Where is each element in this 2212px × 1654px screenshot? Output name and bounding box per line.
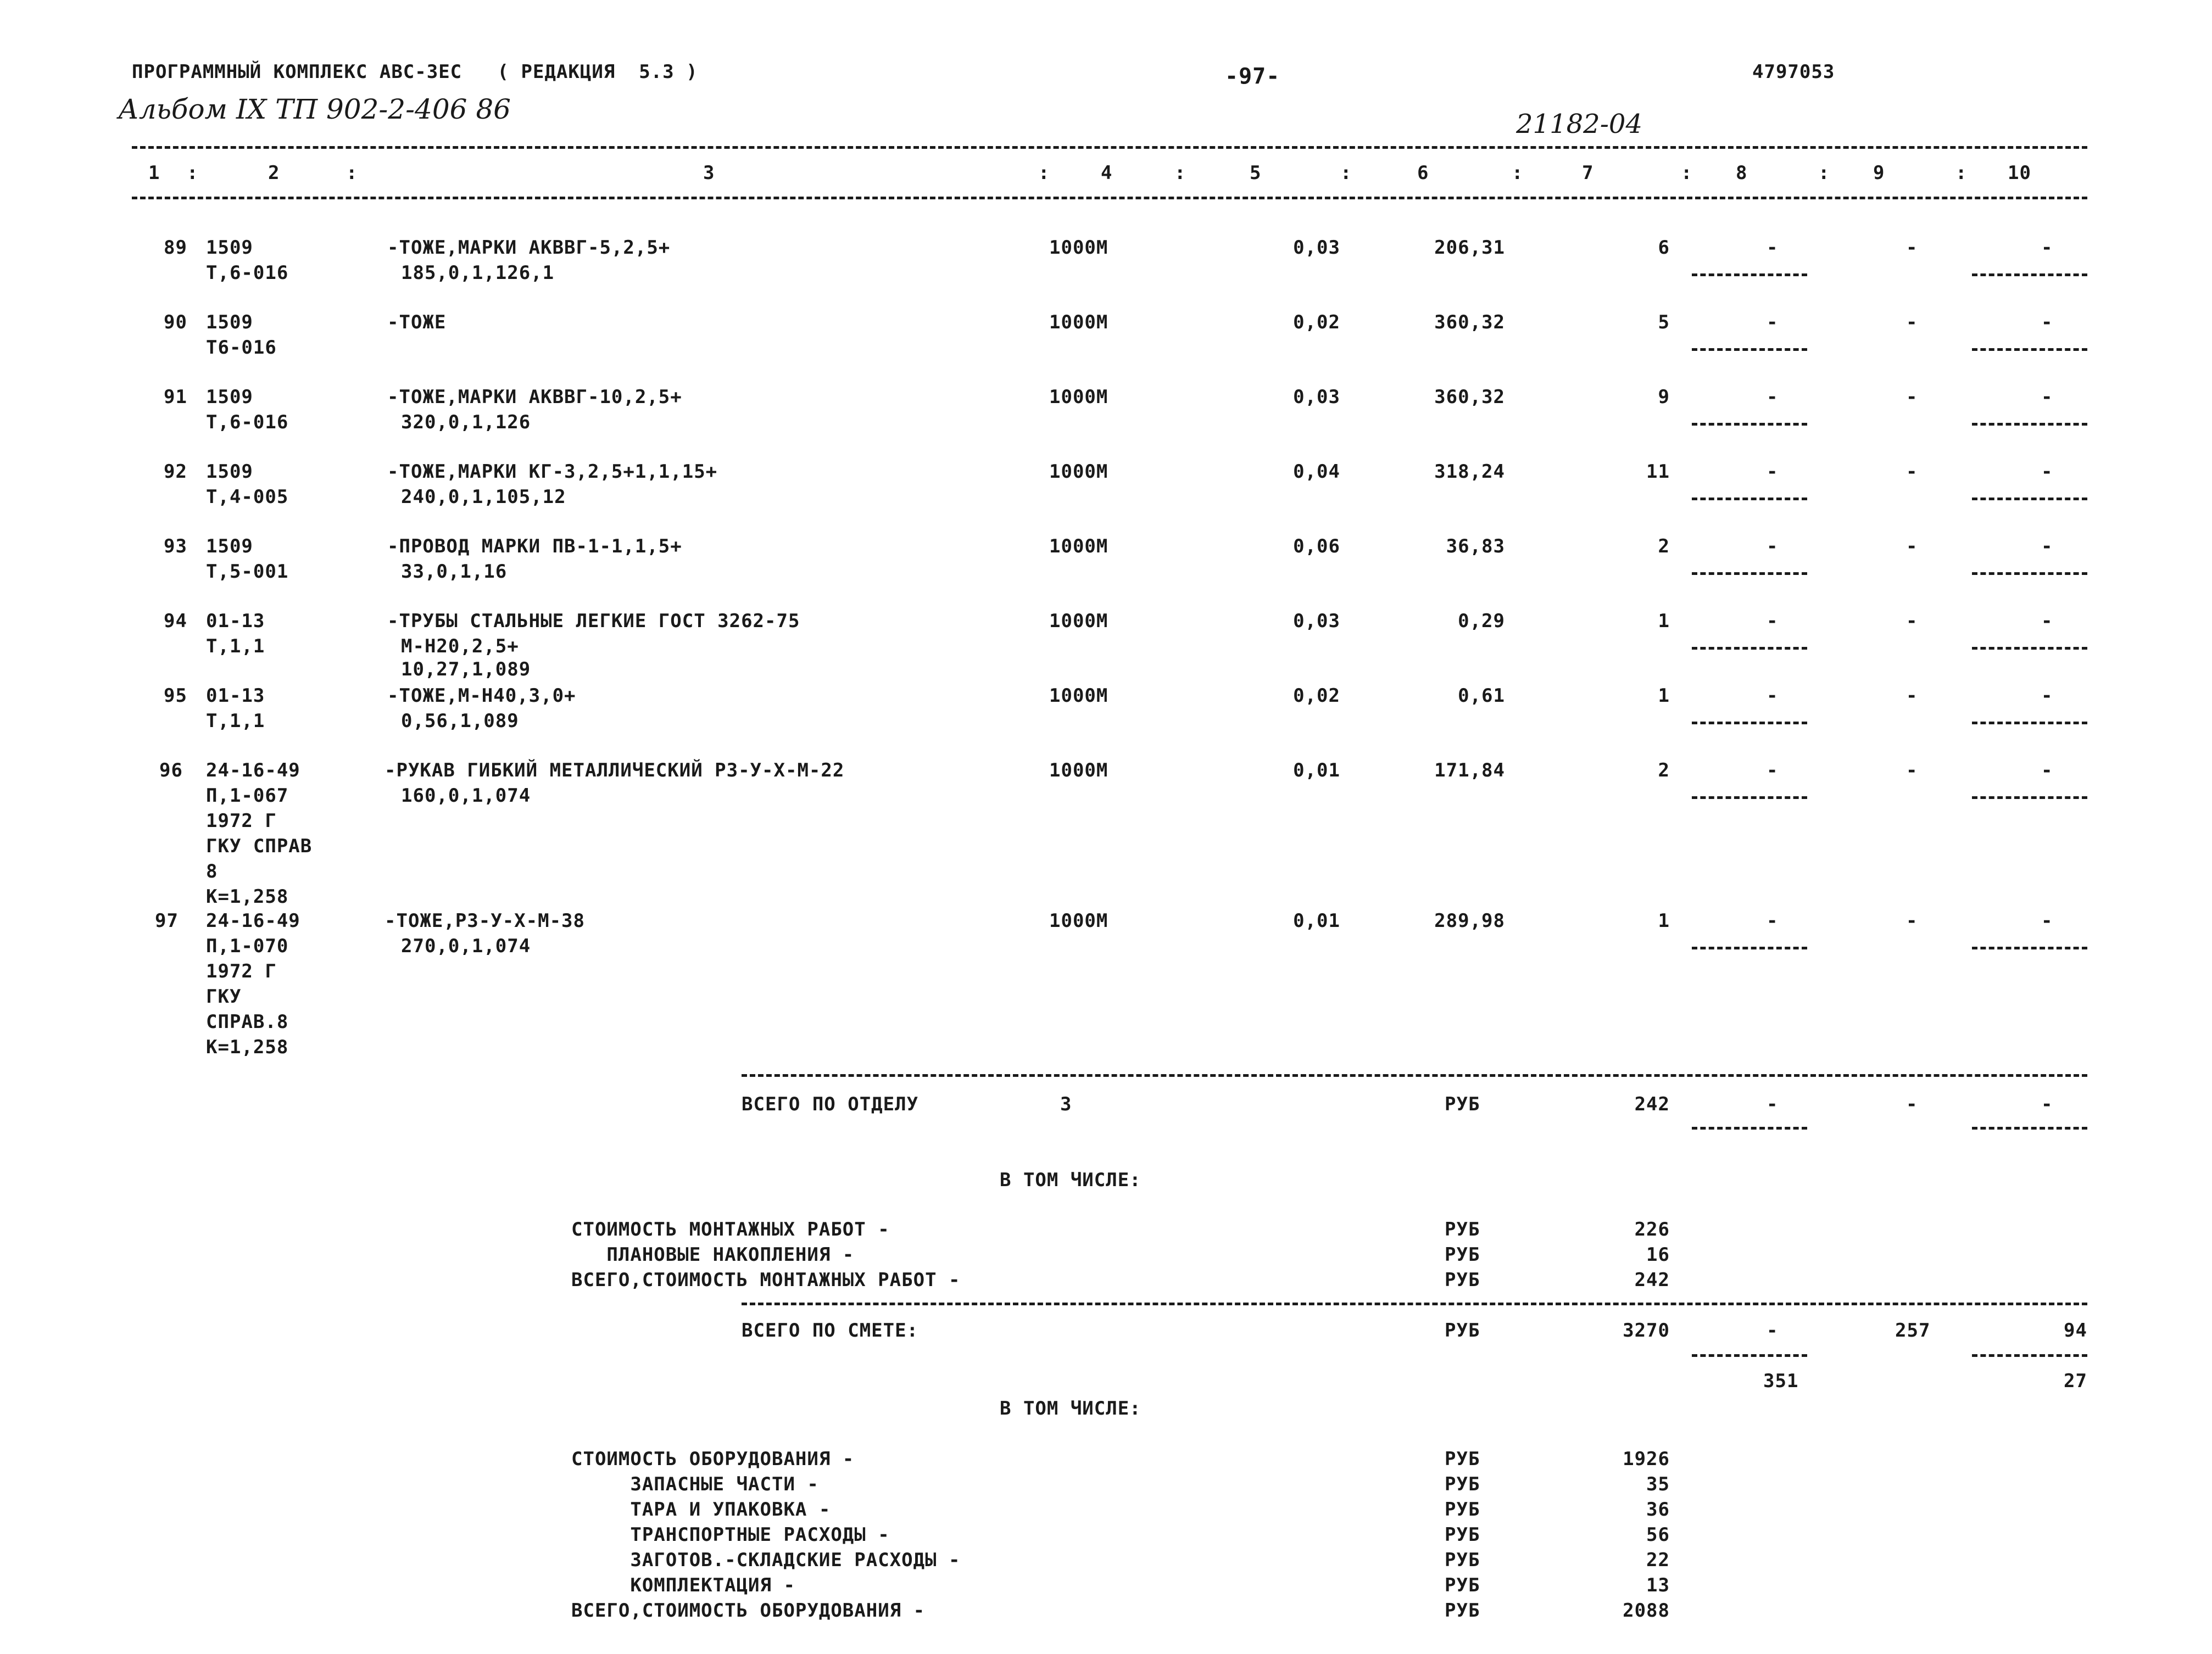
dept-total-col9: -: [1906, 1093, 1918, 1115]
header-rule-top: [132, 146, 2087, 149]
col-sep: :: [1512, 162, 1524, 184]
cell-separator: [1692, 348, 1807, 351]
row-col8: -: [1767, 237, 1779, 259]
row-code: 8: [206, 860, 218, 882]
col-sep: :: [1340, 162, 1352, 184]
works-value: 226: [1634, 1219, 1670, 1240]
equipment-unit: РУБ: [1445, 1524, 1480, 1546]
row-price: 318,24: [1434, 461, 1505, 483]
row-description: -РУКАВ ГИБКИЙ МЕТАЛЛИЧЕСКИЙ РЗ-У-Х-М-22: [385, 759, 845, 781]
equipment-unit: РУБ: [1445, 1574, 1480, 1596]
section-rule: [742, 1074, 2087, 1077]
row-col8: -: [1767, 910, 1779, 932]
row-col10: -: [2041, 386, 2053, 408]
row-price: 360,32: [1434, 311, 1505, 333]
col-header-9: 9: [1873, 162, 1885, 184]
cell-separator: [1972, 722, 2087, 724]
estimate-total-value: 3270: [1623, 1320, 1670, 1342]
row-col8: -: [1767, 610, 1779, 632]
cell-separator: [1972, 498, 2087, 500]
album-handwritten: Альбом IX ТП 902-2-406 86: [118, 93, 511, 125]
row-code: ГКУ: [206, 986, 242, 1008]
col-header-6: 6: [1417, 162, 1429, 184]
row-quantity: 0,04: [1293, 461, 1340, 483]
including-heading: В ТОМ ЧИСЛЕ:: [1000, 1169, 1141, 1191]
dept-total-label: ВСЕГО ПО ОТДЕЛУ: [742, 1093, 919, 1115]
row-col9: -: [1906, 685, 1918, 707]
row-col10: -: [2041, 461, 2053, 483]
equipment-label: ТАРА И УПАКОВКА -: [571, 1499, 831, 1521]
cell-separator: [1692, 498, 1807, 500]
row-total: 2: [1658, 759, 1670, 781]
row-quantity: 0,01: [1293, 759, 1340, 781]
including-heading: В ТОМ ЧИСЛЕ:: [1000, 1398, 1141, 1420]
works-label: ПЛАНОВЫЕ НАКОПЛЕНИЯ -: [571, 1244, 855, 1266]
col-header-3: 3: [703, 162, 715, 184]
equipment-value: 22: [1646, 1549, 1670, 1571]
row-col10: -: [2041, 610, 2053, 632]
row-col9: -: [1906, 461, 1918, 483]
equipment-unit: РУБ: [1445, 1473, 1480, 1495]
row-unit: 1000М: [1049, 910, 1108, 932]
dept-total-count: 3: [1060, 1093, 1072, 1115]
works-label: СТОИМОСТЬ МОНТАЖНЫХ РАБОТ -: [571, 1219, 890, 1240]
row-quantity: 0,03: [1293, 237, 1340, 259]
row-number: 96: [159, 759, 183, 781]
row-description: 10,27,1,089: [401, 658, 531, 680]
equipment-label: ВСЕГО,СТОИМОСТЬ ОБОРУДОВАНИЯ -: [571, 1600, 926, 1622]
works-label: ВСЕГО,СТОИМОСТЬ МОНТАЖНЫХ РАБОТ -: [571, 1269, 961, 1291]
col-header-7: 7: [1582, 162, 1594, 184]
row-quantity: 0,02: [1293, 685, 1340, 707]
row-unit: 1000М: [1049, 237, 1108, 259]
row-description: 240,0,1,105,12: [401, 486, 566, 508]
row-col10: -: [2041, 237, 2053, 259]
row-code: СПРАВ.8: [206, 1011, 289, 1033]
row-col10: -: [2041, 759, 2053, 781]
col-header-1: 1: [148, 162, 160, 184]
cell-separator: [1972, 348, 2087, 351]
row-col10: -: [2041, 685, 2053, 707]
cell-separator: [1972, 1127, 2087, 1130]
row-description: 320,0,1,126: [401, 411, 531, 433]
row-total: 1: [1658, 610, 1670, 632]
row-description: -ТРУБЫ СТАЛЬНЫЕ ЛЕГКИЕ ГОСТ 3262-75: [387, 610, 800, 632]
cell-separator: [1972, 1354, 2087, 1357]
row-col10: -: [2041, 311, 2053, 333]
row-code: 24-16-49: [206, 910, 300, 932]
equipment-label: ЗАПАСНЫЕ ЧАСТИ -: [571, 1473, 819, 1495]
cell-separator: [1692, 722, 1807, 724]
row-quantity: 0,03: [1293, 386, 1340, 408]
row-code: 1509: [206, 386, 253, 408]
dept-total-col8: -: [1767, 1093, 1779, 1115]
row-number: 95: [164, 685, 187, 707]
row-quantity: 0,01: [1293, 910, 1340, 932]
row-code: К=1,258: [206, 1036, 289, 1058]
cell-separator: [1692, 796, 1807, 799]
row-quantity: 0,03: [1293, 610, 1340, 632]
works-unit: РУБ: [1445, 1269, 1480, 1291]
row-col9: -: [1906, 237, 1918, 259]
equipment-label: КОМПЛЕКТАЦИЯ -: [571, 1574, 795, 1596]
row-price: 171,84: [1434, 759, 1505, 781]
row-description: -ТОЖЕ: [387, 311, 447, 333]
row-code: 1509: [206, 535, 253, 557]
estimate-total-label: ВСЕГО ПО СМЕТЕ:: [742, 1320, 919, 1342]
row-total: 1: [1658, 685, 1670, 707]
col-header-8: 8: [1736, 162, 1748, 184]
row-col8: -: [1767, 461, 1779, 483]
col-sep: :: [1955, 162, 1968, 184]
row-code: Т,6-016: [206, 411, 289, 433]
row-number: 94: [164, 610, 187, 632]
row-number: 97: [155, 910, 179, 932]
works-unit: РУБ: [1445, 1244, 1480, 1266]
row-col9: -: [1906, 759, 1918, 781]
estimate-total-col10-bottom: 27: [2064, 1370, 2087, 1392]
equipment-label: ЗАГОТОВ.-СКЛАДСКИЕ РАСХОДЫ -: [571, 1549, 961, 1571]
row-description: -ТОЖЕ,М-Н40,3,0+: [387, 685, 576, 707]
row-code: 1509: [206, 461, 253, 483]
row-col10: -: [2041, 910, 2053, 932]
row-number: 93: [164, 535, 187, 557]
dept-total-unit: РУБ: [1445, 1093, 1480, 1115]
col-sep: :: [1174, 162, 1186, 184]
equipment-unit: РУБ: [1445, 1448, 1480, 1470]
row-number: 92: [164, 461, 187, 483]
cell-separator: [1692, 1127, 1807, 1130]
row-description: М-Н20,2,5+: [401, 635, 519, 657]
dept-total-value: 242: [1634, 1093, 1670, 1115]
row-unit: 1000М: [1049, 685, 1108, 707]
row-col9: -: [1906, 535, 1918, 557]
row-col8: -: [1767, 535, 1779, 557]
row-code: Т,1,1: [206, 635, 265, 657]
cell-separator: [1972, 947, 2087, 949]
col-sep: :: [187, 162, 199, 184]
row-unit: 1000М: [1049, 610, 1108, 632]
row-code: Т6-016: [206, 337, 277, 359]
row-col9: -: [1906, 311, 1918, 333]
estimate-total-col8-top: -: [1767, 1320, 1779, 1342]
section-rule: [742, 1303, 2087, 1305]
row-col9: -: [1906, 910, 1918, 932]
row-total: 1: [1658, 910, 1670, 932]
works-unit: РУБ: [1445, 1219, 1480, 1240]
estimate-total-col8-bottom: 351: [1763, 1370, 1799, 1392]
col-sep: :: [346, 162, 358, 184]
row-unit: 1000М: [1049, 311, 1108, 333]
col-header-5: 5: [1250, 162, 1262, 184]
equipment-unit: РУБ: [1445, 1549, 1480, 1571]
row-description: -ТОЖЕ,РЗ-У-Х-М-38: [385, 910, 585, 932]
cell-separator: [1972, 796, 2087, 799]
cell-separator: [1692, 647, 1807, 650]
row-col10: -: [2041, 535, 2053, 557]
equipment-unit: РУБ: [1445, 1600, 1480, 1622]
row-code: Т,1,1: [206, 710, 265, 732]
row-total: 11: [1646, 461, 1670, 483]
row-code: Т,4-005: [206, 486, 289, 508]
equipment-value: 2088: [1623, 1600, 1670, 1622]
dept-total-col10: -: [2041, 1093, 2053, 1115]
row-code: 1972 Г: [206, 810, 277, 832]
row-description: 270,0,1,074: [401, 935, 531, 957]
page-number: -97-: [1225, 64, 1280, 89]
cell-separator: [1692, 273, 1807, 276]
row-description: 160,0,1,074: [401, 785, 531, 807]
cell-separator: [1972, 273, 2087, 276]
row-code: Т,6-016: [206, 262, 289, 284]
row-code: 01-13: [206, 685, 265, 707]
row-code: 1509: [206, 237, 253, 259]
row-code: ГКУ СПРАВ: [206, 835, 313, 857]
equipment-label: ТРАНСПОРТНЫЕ РАСХОДЫ -: [571, 1524, 890, 1546]
row-price: 289,98: [1434, 910, 1505, 932]
row-code: 1509: [206, 311, 253, 333]
row-total: 6: [1658, 237, 1670, 259]
equipment-value: 36: [1646, 1499, 1670, 1521]
row-price: 36,83: [1446, 535, 1505, 557]
estimate-total-unit: РУБ: [1445, 1320, 1480, 1342]
col-sep: :: [1818, 162, 1830, 184]
program-title: ПРОГРАММНЫЙ КОМПЛЕКС АВС-3ЕС ( РЕДАКЦИЯ 5.3 ): [132, 61, 698, 83]
equipment-value: 13: [1646, 1574, 1670, 1596]
row-unit: 1000М: [1049, 386, 1108, 408]
row-code: П,1-067: [206, 785, 289, 807]
row-col8: -: [1767, 759, 1779, 781]
col-header-10: 10: [2008, 162, 2031, 184]
row-number: 89: [164, 237, 187, 259]
row-description: 0,56,1,089: [401, 710, 519, 732]
row-code: 01-13: [206, 610, 265, 632]
cell-separator: [1692, 423, 1807, 426]
row-total: 5: [1658, 311, 1670, 333]
equipment-unit: РУБ: [1445, 1499, 1480, 1521]
row-description: 185,0,1,126,1: [401, 262, 555, 284]
cell-separator: [1692, 572, 1807, 575]
doc-number-handwritten: 21182-04: [1516, 109, 1642, 139]
row-unit: 1000М: [1049, 535, 1108, 557]
row-price: 360,32: [1434, 386, 1505, 408]
row-description: -ТОЖЕ,МАРКИ КГ-3,2,5+1,1,15+: [387, 461, 718, 483]
row-col8: -: [1767, 685, 1779, 707]
row-description: 33,0,1,16: [401, 561, 508, 583]
row-description: -ПРОВОД МАРКИ ПВ-1-1,1,5+: [387, 535, 682, 557]
equipment-value: 56: [1646, 1524, 1670, 1546]
cell-separator: [1972, 647, 2087, 650]
row-col8: -: [1767, 386, 1779, 408]
cell-separator: [1692, 947, 1807, 949]
equipment-value: 35: [1646, 1473, 1670, 1495]
row-col9: -: [1906, 610, 1918, 632]
equipment-value: 1926: [1623, 1448, 1670, 1470]
row-description: -ТОЖЕ,МАРКИ АКВВГ-5,2,5+: [387, 237, 671, 259]
row-code: 24-16-49: [206, 759, 300, 781]
row-number: 90: [164, 311, 187, 333]
row-quantity: 0,02: [1293, 311, 1340, 333]
works-value: 242: [1634, 1269, 1670, 1291]
estimate-total-col10-top: 94: [2064, 1320, 2087, 1342]
row-unit: 1000М: [1049, 461, 1108, 483]
col-sep: :: [1038, 162, 1050, 184]
row-total: 9: [1658, 386, 1670, 408]
row-code: 1972 Г: [206, 960, 277, 982]
equipment-label: СТОИМОСТЬ ОБОРУДОВАНИЯ -: [571, 1448, 855, 1470]
row-col8: -: [1767, 311, 1779, 333]
row-price: 206,31: [1434, 237, 1505, 259]
estimate-total-col9: 257: [1895, 1320, 1931, 1342]
row-code: Т,5-001: [206, 561, 289, 583]
row-code: К=1,258: [206, 886, 289, 908]
row-total: 2: [1658, 535, 1670, 557]
row-description: -ТОЖЕ,МАРКИ АКВВГ-10,2,5+: [387, 386, 682, 408]
col-sep: :: [1681, 162, 1693, 184]
works-value: 16: [1646, 1244, 1670, 1266]
col-header-2: 2: [268, 162, 280, 184]
cell-separator: [1972, 572, 2087, 575]
header-rule-bottom: [132, 197, 2087, 199]
document-code: 4797053: [1752, 61, 1835, 83]
col-header-4: 4: [1101, 162, 1113, 184]
row-unit: 1000М: [1049, 759, 1108, 781]
cell-separator: [1692, 1354, 1807, 1357]
row-quantity: 0,06: [1293, 535, 1340, 557]
cell-separator: [1972, 423, 2087, 426]
row-price: 0,61: [1458, 685, 1505, 707]
row-col9: -: [1906, 386, 1918, 408]
row-code: П,1-070: [206, 935, 289, 957]
row-price: 0,29: [1458, 610, 1505, 632]
row-number: 91: [164, 386, 187, 408]
